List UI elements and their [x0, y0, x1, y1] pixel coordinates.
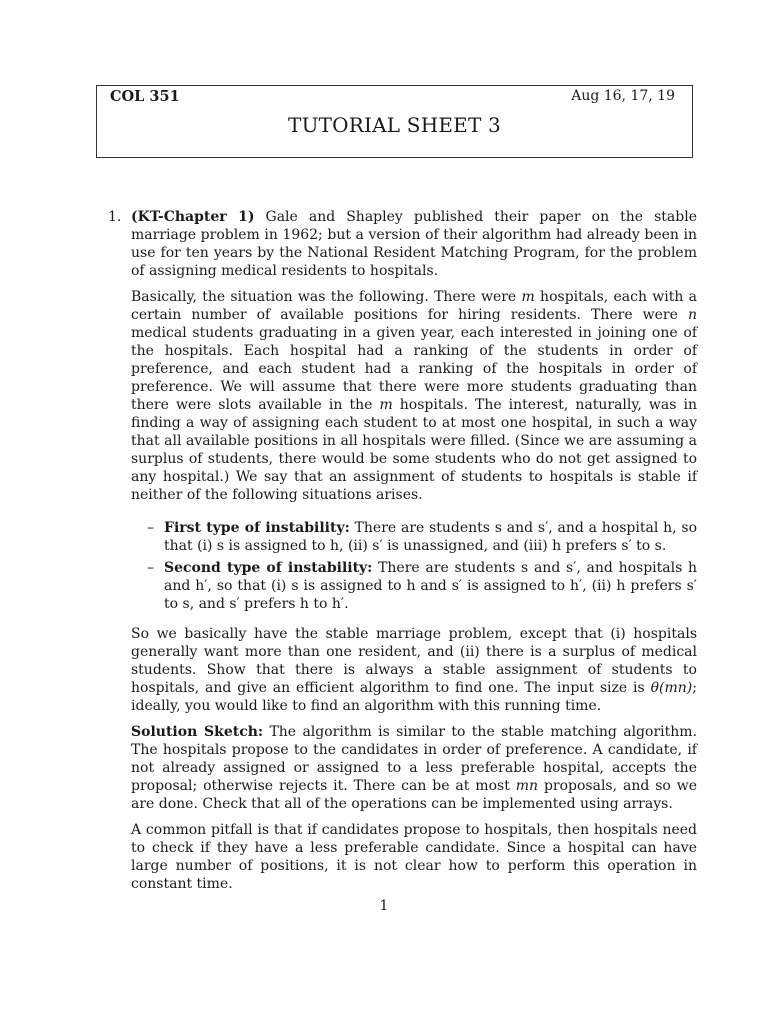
var-mn: mn: [515, 778, 539, 794]
task-text-a: So we basically have the stable marriage problem, except that (i) hospitals generally want more than one resident, and (ii) there is a surplus of medical students. Show that there is always a stable assignment of students to hospitals, and give an efficient algorithm to find one. The input size is: [131, 626, 697, 696]
tutorial-dates: Aug 16, 17, 19: [571, 88, 675, 104]
solution-paragraph: [131, 723, 697, 813]
situation-text-a: Basically, the situation was the following. There were: [131, 289, 522, 305]
first-instability-text: There are students s and s′, and a hospital h, so that (i) s is assigned to h, (ii) s′ is unassigned, and (iii) h prefers s′ to s.: [164, 520, 697, 554]
page-number: 1: [379, 898, 389, 914]
situation-text-c: medical students graduating in a given year, each interested in joining one of the hospitals. Each hospital had a ranking of the students in order of preference, and each student had a ranking of the hospitals in order of preference. We will assume that there were more students graduating than there were slots available in the: [131, 325, 697, 413]
question-intro: [108, 208, 697, 280]
pitfall-paragraph: A common pitfall is that if candidates propose to hospitals, then hospitals need to check if they have a less preferable candidate. Since a hospital can have large number of positions, it is not clear how to perform this operation in constant time.: [131, 822, 697, 892]
solution-text-b: proposals, and so we are done. Check that all of the operations can be implemented using arrays.: [131, 778, 697, 812]
first-instability-label: First type of instability:: [164, 520, 350, 536]
task-paragraph: [131, 625, 697, 715]
sheet-title: TUTORIAL SHEET 3: [288, 113, 501, 137]
question-source: (KT-Chapter 1): [131, 209, 255, 225]
instability-list: [131, 519, 697, 613]
situation-paragraph: [131, 288, 697, 504]
situation-text-d: hospitals. The interest, naturally, was in finding a way of assigning each student to at most one hospital, in such a way that all available positions in all hospitals were filled. (Since we are assuming a surplus of students, there would be some students who do not get assigned to any hospital.) We say that an assignment of students to hospitals is stable if neither of the following situations arises.: [131, 397, 697, 503]
intro-text: Gale and Shapley published their paper on the stable marriage problem in 1962; but a version of their algorithm had already been in use for ten years by the National Resident Matching Program, for the problem of assigning medical residents to hospitals.: [131, 209, 697, 279]
var-m-2: m: [379, 397, 393, 413]
list-dash: –: [147, 520, 154, 536]
list-dash: –: [147, 560, 154, 576]
question-body: [108, 208, 698, 901]
list-item-second-instability: [147, 559, 698, 613]
solution-text-a: The algorithm is similar to the stable matching algorithm. The hospitals propose to the candidates in order of preference. A candidate, if not already assigned or assigned to a less preferable hospital, accepts the proposal; otherwise rejects it. There can be at most: [131, 724, 697, 794]
header-box: [96, 85, 693, 158]
var-n: n: [687, 307, 697, 323]
second-instability-text: There are students s and s′, and hospitals h and h′, so that (i) s is assigned to h and s′ is assigned to h′, (ii) h prefers s′ to s, and s′ prefers h to h′.: [164, 560, 698, 612]
second-instability-label: Second type of instability:: [164, 560, 373, 576]
solution-label: Solution Sketch:: [131, 724, 264, 740]
var-m: m: [521, 289, 535, 305]
course-code: COL 351: [110, 88, 180, 105]
complexity-theta-mn: θ(mn): [650, 680, 693, 696]
list-item-first-instability: [147, 519, 697, 555]
situation-text-b: hospitals, each with a certain number of available positions for hiring residents. There were: [131, 289, 697, 323]
question-number: 1.: [108, 209, 122, 225]
task-text-b: ; ideally, you would like to find an algorithm with this running time.: [131, 680, 697, 714]
